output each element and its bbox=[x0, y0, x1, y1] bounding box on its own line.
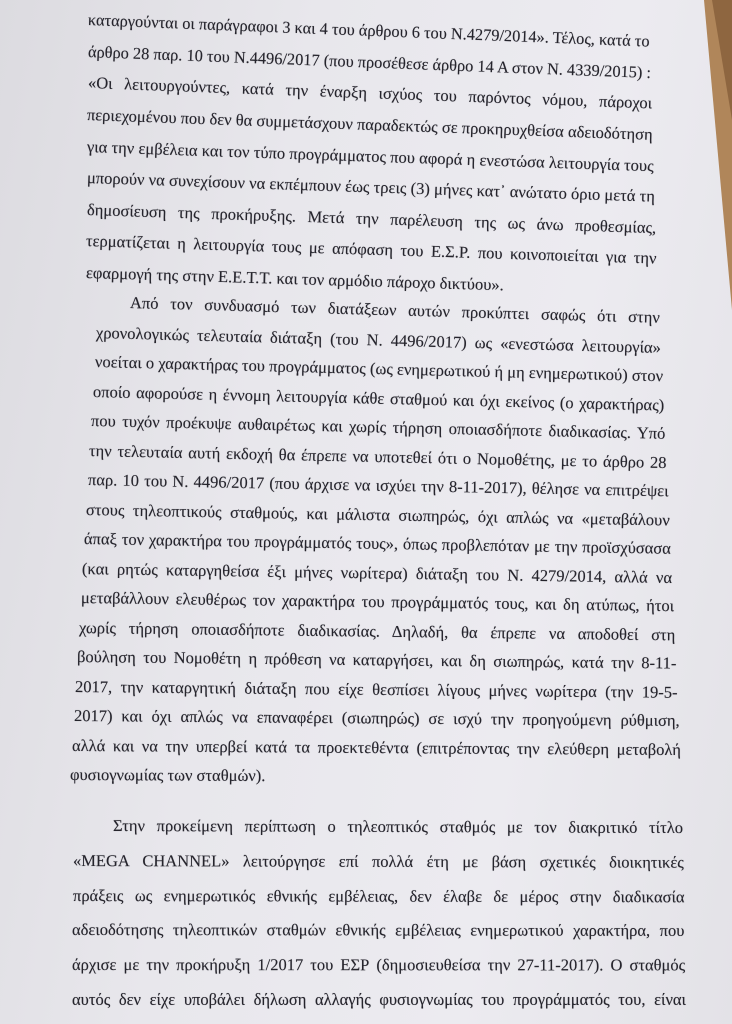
text-line: εφαρμογή της στην Ε.Ε.Τ.Τ. και τον αρμόδιο πάροχο δικτύου». bbox=[85, 263, 505, 295]
text-line: αυτός δεν είχε υποβάλει δήλωση αλλαγής φυσιογνωμίας του προγράμματός του, είναι bbox=[72, 990, 686, 1009]
text-line: άρθρο 28 παρ. 10 του Ν.4496/2017 (που προσέθεσε άρθρο 14 Α στον Ν. 4339/2015) : bbox=[87, 41, 652, 82]
text-line: μεταβάλλουν ελευθέρως τον χαρακτήρα του προγράμματός τους, και δη ατύπως, ήτοι bbox=[80, 588, 674, 616]
text-line: νοείται ο χαρακτήρας του προγράμματος (ως ενημερωτικού ή μη ενημερωτικού) στον bbox=[94, 352, 663, 386]
text-line: φυσιογνωμίας των σταθμών). bbox=[69, 765, 266, 786]
text-line: μπορούν να συνεχίσουν να εκπέμπουν έως τρεις (3) μήνες κατ᾽ ανώτατο όριο μετά τη bbox=[86, 168, 656, 206]
text-line: 2017) και όχι απλώς να επαναφέρει (σιωπηρώς) σε ισχύ την προηγούμενη ρύθμιση, bbox=[73, 706, 680, 730]
text-line: πράξεις ως ενημερωτικός εθνικής εμβέλειας, δεν έλαβε δε μέρος στην διαδικασία bbox=[72, 885, 685, 906]
text-line: «Οι λειτουργούντες, κατά την έναρξη ισχύος του παρόντος νόμου, πάροχοι bbox=[87, 73, 652, 113]
text-line: περιεχομένου που δεν θα συμμετάσχουν παραδεκτώς σε προκηρυχθείσα αδειοδότηση bbox=[86, 104, 654, 144]
text-line: άπαξ τον χαρακτήρα του προγράμματός τους», όπως προβλεπόταν με την προϊσχύσασα bbox=[83, 529, 672, 558]
text-line: άρχισε με την προκήρυξη 1/2017 του ΕΣΡ (δημοσιευθείσα την 27-11-2017). Ο σταθμός bbox=[72, 955, 686, 975]
text-line: δημοσίευση της προκήρυξης. Μετά την παρέλευση της ως άνω προθεσμίας, bbox=[86, 199, 657, 237]
text-line: αλλά και να την υπερβεί κατά τα προεκτεθέντα (επιτρέποντας την ελεύθερη μεταβολή bbox=[71, 735, 681, 759]
text-line: αδειοδότησης τηλεοπτικών σταθμών εθνικής εμβέλειας ενημερωτικού χαρακτήρα, που bbox=[72, 920, 685, 941]
text-line: χωρίς τήρηση οποιασδήποτε διαδικασίας. Δηλαδή, θα έπρεπε να αποδοθεί στη bbox=[78, 617, 676, 644]
text-line: «MEGA CHANNEL» λειτούργησε επί πολλά έτη με βάση σχετικές διοικητικές bbox=[72, 850, 684, 872]
text-line: χρονολογικώς τελευταία διάταξη (του Ν. 4496/2017) ως «ενεστώσα λειτουργία» bbox=[96, 322, 662, 357]
text-line: για την εμβέλεια και τον τύπο προγράμματος που αφορά η ενεστώσα λειτουργία τους bbox=[86, 136, 655, 175]
text-line: βούληση του Νομοθέτη η πρόθεση να καταργήσει, και δη σιωπηρώς, κατά την 8-11- bbox=[76, 647, 677, 673]
text-line: Από τον συνδυασμό των διατάξεων αυτών προκύπτει σαφώς ότι στην bbox=[129, 293, 661, 327]
text-line: καταργούνται οι παράγραφοι 3 και 4 του άρθρου 6 του Ν.4279/2014». Τέλος, κατά το bbox=[87, 10, 650, 51]
text-line: 2017, την καταργητική διάταξη που είχε θεσπίσει λίγους μήνες νωρίτερα (την 19-5- bbox=[75, 676, 678, 702]
text-line: οποίο αφορούσε η έννομη λειτουργία κάθε σταθμού και όχι εκείνος (ο χαρακτήρας) bbox=[92, 381, 665, 415]
text-line: Στην προκείμενη περίπτωση ο τηλεοπτικός σταθμός με τον διακριτικό τίτλο bbox=[112, 816, 684, 837]
text-line: παρ. 10 του Ν. 4496/2017 (που άρχισε να ισχύει την 8-11-2017), θέλησε να επιτρέψει bbox=[87, 470, 669, 501]
text-line: που τυχόν προέκυψε αυθαιρέτως και χωρίς τήρηση οποιασδήποτε διαδικασίας. Υπό bbox=[90, 411, 666, 443]
text-line: (και ρητώς καταργηθείσα έξι μήνες νωρίτερα) διάταξη του Ν. 4279/2014, αλλά να bbox=[82, 558, 673, 587]
text-line: στους τηλεοπτικούς σταθμούς, και μάλιστα σιωπηρώς, όχι απλώς να «μεταβάλουν bbox=[85, 499, 670, 530]
text-line: τερματίζεται η λειτουργία τους με απόφαση του Ε.Σ.Ρ. που κοινοποιείται για την bbox=[85, 231, 658, 268]
text-line: την τελευταία αυτή εκδοχή θα έπρεπε να υποτεθεί ότι ο Νομοθέτης, με το άρθρο 28 bbox=[89, 440, 667, 472]
